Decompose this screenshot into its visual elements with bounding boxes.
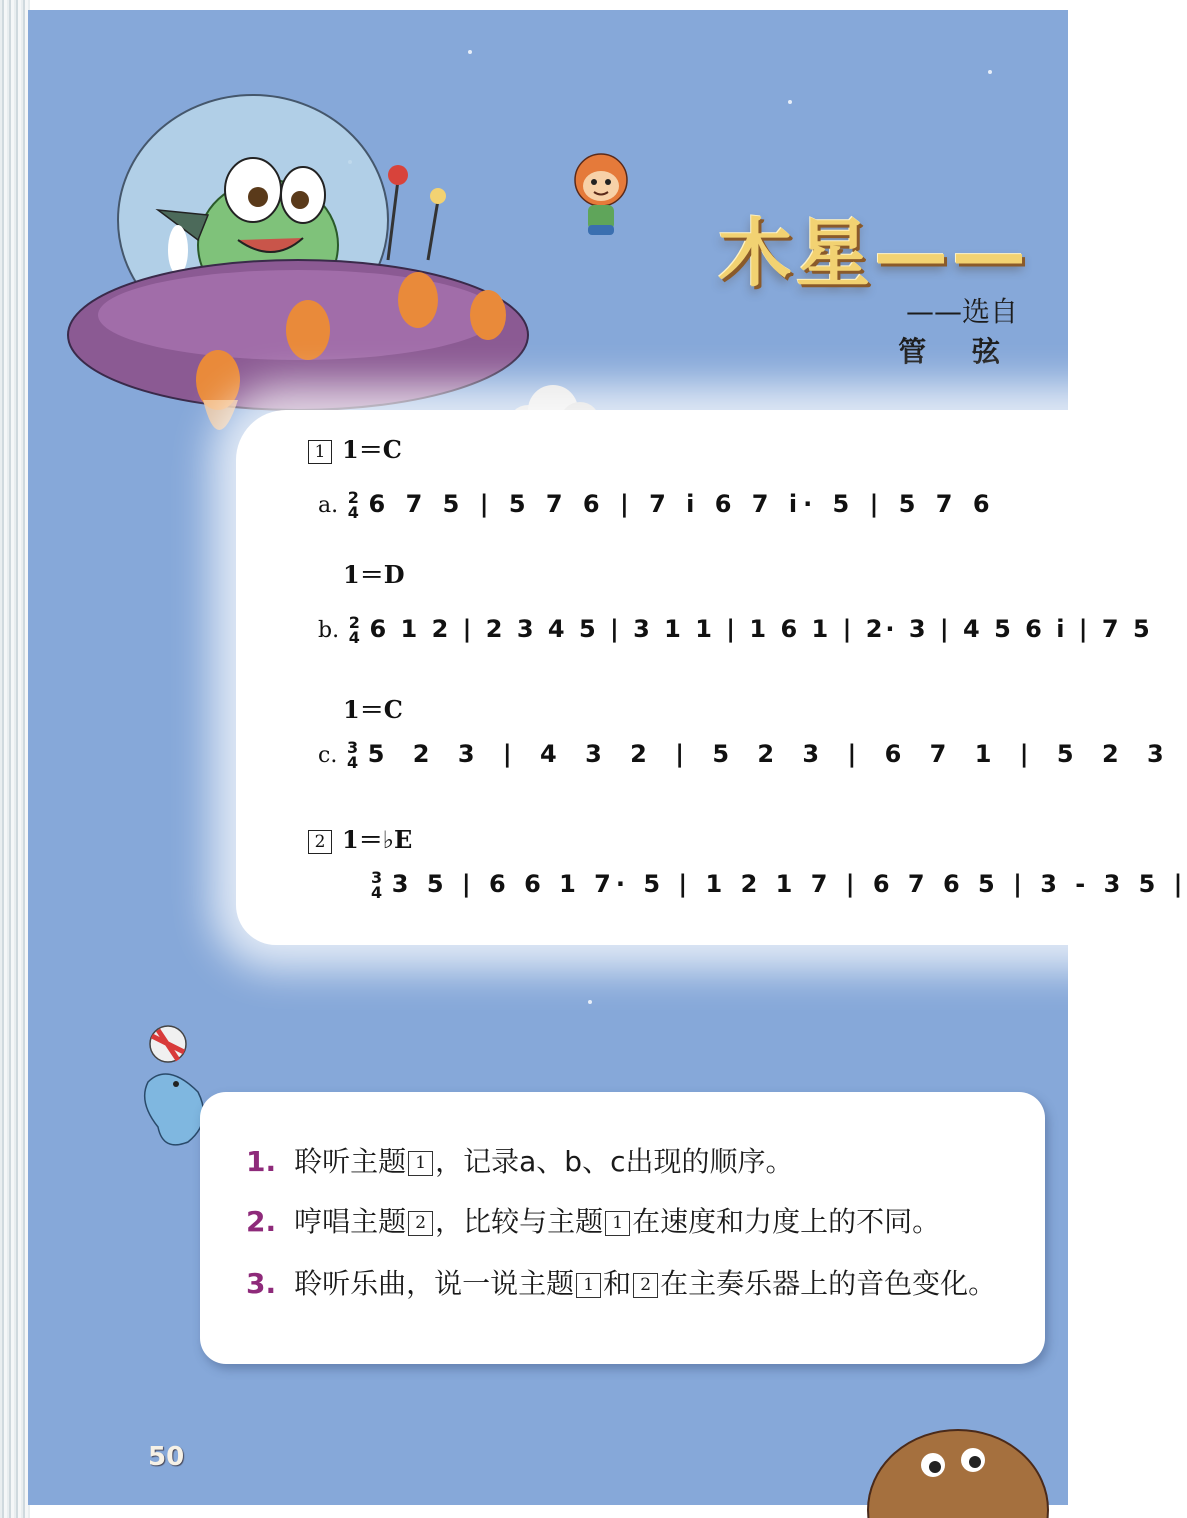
theme-box: 1 bbox=[576, 1273, 601, 1298]
subtitle-source: ——选自 bbox=[905, 295, 1018, 328]
star-decoration bbox=[788, 100, 792, 104]
theme-box-1: 1 bbox=[308, 440, 332, 464]
monkey-mascot-illustration bbox=[566, 150, 636, 245]
notation-theme2: 3 5 | 6 6 1 7· 5 | 1 2 1 7 | 6 7 6 5 | 3 - 3 5 | bbox=[391, 870, 1187, 898]
time-signature: 3 4 bbox=[371, 868, 383, 902]
theme-box: 2 bbox=[633, 1273, 658, 1298]
textbook-page bbox=[28, 10, 1187, 1505]
page-number: 50 bbox=[148, 1442, 185, 1472]
line-tag: a. bbox=[318, 493, 339, 518]
time-signature: 2 4 bbox=[347, 488, 359, 522]
notation-c: 5 2 3 | 4 3 2 | 5 2 3 | 6 7 1 | 5 2 3 bbox=[367, 740, 1174, 768]
theme2-line bbox=[369, 870, 1187, 900]
theme2-key bbox=[308, 820, 412, 855]
star-decoration bbox=[988, 70, 992, 74]
key-signature: 1＝♭E bbox=[342, 825, 413, 854]
theme-box: 2 bbox=[408, 1211, 433, 1236]
music-score-panel bbox=[236, 410, 1187, 945]
questions-panel bbox=[200, 1092, 1045, 1364]
subtitle-composer: 管 弦 bbox=[898, 335, 1018, 368]
time-signature: 3 4 bbox=[346, 738, 359, 772]
theme1-key-b: 1＝D bbox=[343, 560, 405, 589]
star-decoration bbox=[588, 1000, 592, 1004]
notation-a: 6 7 5 | 5 7 6 | 7 i 6 7 i· 5 | 5 7 6 bbox=[368, 490, 996, 518]
question-1: 1. 聆听主题 1 ，记录a、b、c出现的顺序。 bbox=[246, 1145, 794, 1178]
theme-box: 1 bbox=[605, 1211, 630, 1236]
time-signature: 2 4 bbox=[348, 613, 360, 647]
line-tag: c. bbox=[318, 743, 338, 768]
theme1-key-c: 1＝C bbox=[343, 695, 403, 724]
theme-box: 1 bbox=[408, 1151, 433, 1176]
line-tag: b. bbox=[318, 618, 340, 643]
key-signature: 1＝C bbox=[342, 435, 402, 464]
notation-b: 6 1 2 | 2 3 4 5 | 3 1 1 | 1 6 1 | 2· 3 | 4 5 6 i | 7 5 bbox=[369, 615, 1153, 643]
theme1-key-a bbox=[308, 430, 402, 465]
planet-character-illustration bbox=[858, 1415, 1058, 1510]
question-3: 3. 聆听乐曲，说一说主题 1 和 2 在主奏乐器上的音色变化。 bbox=[246, 1267, 997, 1300]
theme1-line-c bbox=[318, 740, 1174, 770]
star-decoration bbox=[468, 50, 472, 54]
book-spine bbox=[0, 0, 30, 1518]
question-2: 2. 哼唱主题 2 ，比较与主题 1 在速度和力度上的不同。 bbox=[246, 1205, 941, 1238]
page-title: 木星—— bbox=[718, 211, 1030, 297]
theme1-line-b bbox=[318, 615, 1153, 645]
theme-box-2: 2 bbox=[308, 830, 332, 854]
theme1-line-a bbox=[318, 490, 996, 520]
